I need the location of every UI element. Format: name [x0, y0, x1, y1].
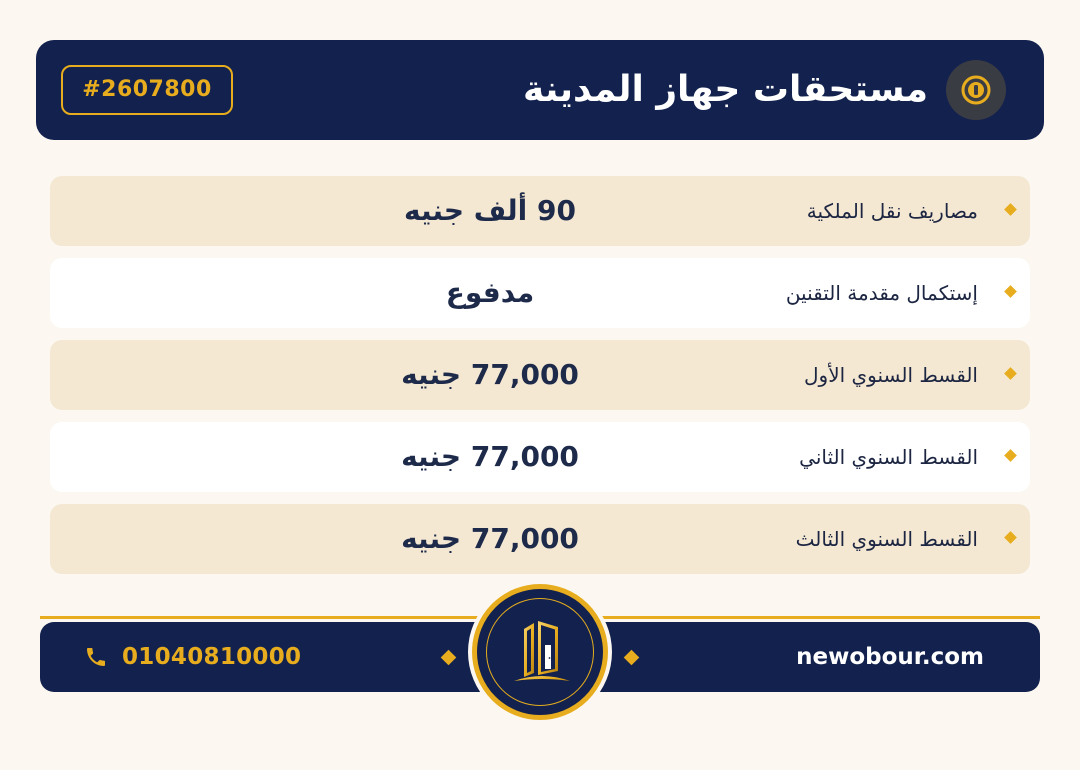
diamond-icon	[624, 650, 640, 666]
fee-row-installment-2	[50, 422, 1030, 492]
website-link[interactable]: newobour.com	[796, 644, 984, 670]
diamond-icon	[441, 650, 457, 666]
row-label: مصاريف نقل الملكية	[806, 199, 978, 223]
coin-icon	[946, 60, 1006, 120]
row-label: القسط السنوي الثاني	[799, 445, 978, 469]
row-value: 90 ألف جنيه	[404, 194, 576, 227]
header-bar	[36, 40, 1044, 140]
diamond-bullet-icon	[1004, 449, 1017, 462]
row-label: القسط السنوي الأول	[804, 363, 978, 387]
diamond-bullet-icon	[1004, 285, 1017, 298]
diamond-bullet-icon	[1004, 367, 1017, 380]
fee-row-installment-1	[50, 340, 1030, 410]
fee-row-installment-3	[50, 504, 1030, 574]
row-value: 77,000 جنيه	[401, 522, 579, 555]
diamond-bullet-icon	[1004, 203, 1017, 216]
building-logo-icon	[472, 584, 608, 720]
phone-number[interactable]: 01040810000	[122, 644, 302, 670]
row-label: إستكمال مقدمة التقنين	[785, 281, 978, 305]
fee-row-transfer	[50, 176, 1030, 246]
row-value: 77,000 جنيه	[401, 358, 579, 391]
fee-row-down-payment	[50, 258, 1030, 328]
page-title: مستحقات جهاز المدينة	[522, 69, 928, 110]
phone-icon	[84, 645, 108, 673]
row-label: القسط السنوي الثالث	[795, 527, 978, 551]
diamond-bullet-icon	[1004, 531, 1017, 544]
reference-badge: #2607800	[61, 65, 233, 115]
row-value: 77,000 جنيه	[401, 440, 579, 473]
row-value: مدفوع	[445, 276, 535, 309]
